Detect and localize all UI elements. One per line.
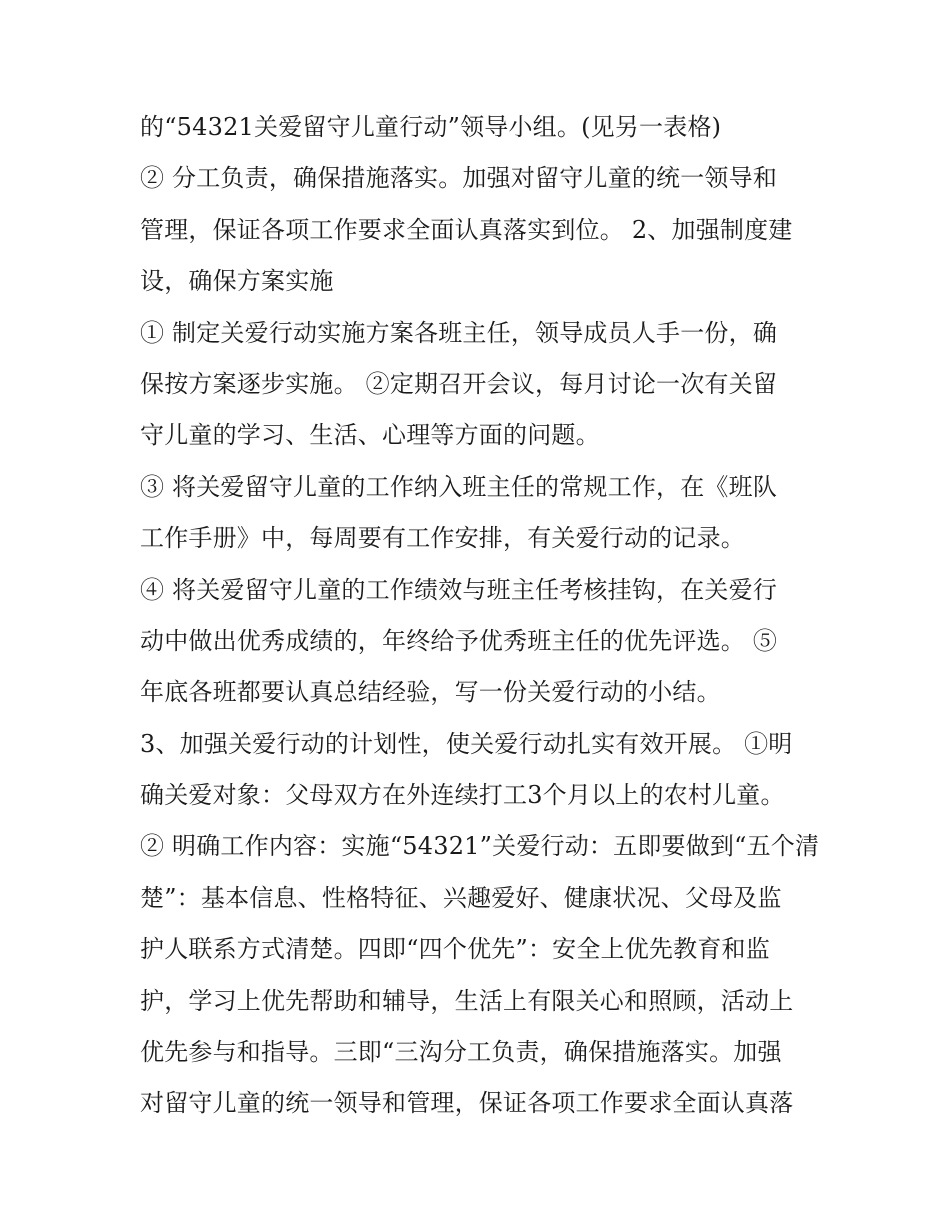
text-line: 护，学习上优先帮助和辅导，生活上有限关心和照顾，活动上 [140,986,794,1015]
text-line: 保按方案逐步实施。 ②定期召开会议，每月讨论一次有关留 [140,369,778,398]
text-line: ④ 将关爱留守儿童的工作绩效与班主任考核挂钩，在关爱行 [140,575,778,604]
text-line: 确关爱对象：父母双方在外连续打工3个月以上的农村儿童。 [140,781,785,810]
text-line: ③ 将关爱留守儿童的工作纳入班主任的常规工作，在《班队 [140,472,778,501]
text-line: ② 明确工作内容：实施“54321”关爱行动：五即要做到“五个清 [140,832,820,861]
text-line: 对留守儿童的统一领导和管理，保证各项工作要求全面认真落 [140,1089,794,1118]
document-body [140,102,820,1130]
text-line: 护人联系方式清楚。四即“四个优先”：安全上优先教育和监 [140,935,770,964]
text-line: 管理，保证各项工作要求全面认真落实到位。 2、加强制度建 [140,215,793,244]
text-line: 的“54321关爱留守儿童行动”领导小组。(见另一表格) [140,113,722,141]
text-line: 楚”：基本信息、性格特征、兴趣爱好、健康状况、父母及监 [140,883,782,912]
text-line: 年底各班都要认真总结经验，写一份关爱行动的小结。 [140,678,721,707]
text-line: 守儿童的学习、生活、心理等方面的问题。 [140,421,600,450]
text-line: 优先参与和指导。三即“三沟分工负责，确保措施落实。加强 [140,1038,782,1067]
text-line: ② 分工负责，确保措施落实。加强对留守儿童的统一领导和 [140,164,778,193]
text-line: 工作手册》中，每周要有工作安排，有关爱行动的记录。 [140,524,745,553]
text-line: 3、加强关爱行动的计划性，使关爱行动扎实有效开展。 ①明 [140,729,793,758]
text-line: ① 制定关爱行动实施方案各班主任，领导成员人手一份，确 [140,318,778,347]
text-line: 动中做出优秀成绩的，年终给予优秀班主任的优先评选。 ⑤ [140,626,778,655]
text-line: 设，确保方案实施 [140,267,334,296]
